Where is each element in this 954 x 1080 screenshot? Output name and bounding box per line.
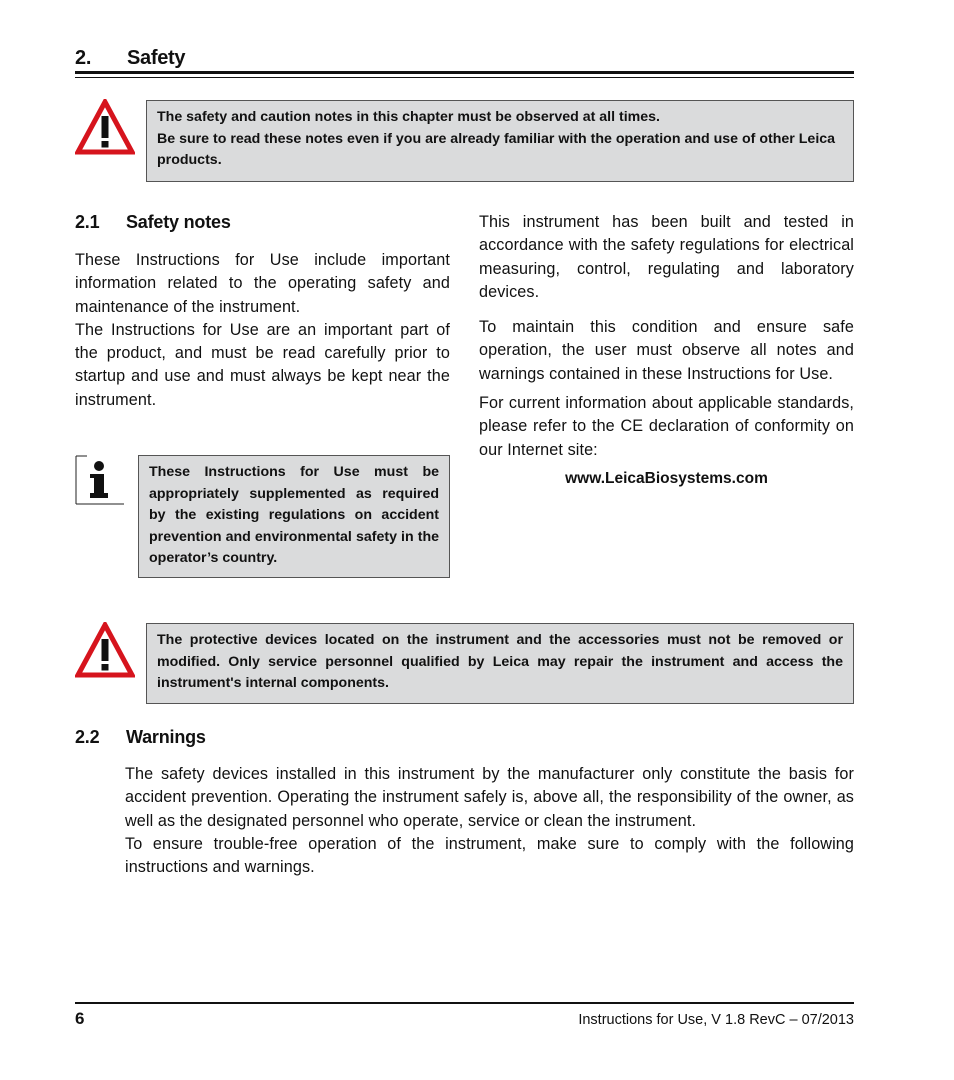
website-url: www.LeicaBiosystems.com [565, 470, 768, 487]
section-title: Safety [127, 47, 186, 69]
subsection-heading-2-2 [75, 727, 206, 748]
caution-note-top [146, 100, 854, 182]
subsection-heading-2-1 [75, 212, 231, 233]
page-number: 6 [75, 1009, 85, 1028]
paragraph: To ensure trouble-free operation of the instrument, make sure to comply with the following instructions and warnings. [125, 834, 854, 877]
caution-line-1: The safety and caution notes in this chapter must be observed at all times. [157, 109, 660, 125]
warning-triangle-icon [75, 622, 135, 678]
safety-notes-right-text [479, 211, 854, 462]
warnings-text [125, 763, 854, 879]
header-rule-thin [75, 77, 854, 78]
warning-triangle-icon [75, 99, 135, 155]
footer-rule [75, 1002, 854, 1004]
section-heading [75, 47, 185, 70]
subsection-title: Warnings [126, 727, 206, 747]
info-note: These Instructions for Use must be appropriately supplemented as required by the existing regulations on accident prevention and environmental safety in the operator’s country. [138, 455, 450, 578]
header-rule [75, 71, 854, 74]
paragraph: These Instructions for Use include important information related to the operating safety and maintenance of the instrument. [75, 251, 450, 316]
section-number: 2. [75, 47, 92, 69]
caution-note-protective-devices: The protective devices located on the instrument and the accessories must not be removed or modified. Only service personnel qualified by Leica may repair the instrument and access the instrument's internal components. [146, 623, 854, 704]
caution-line-2: Be sure to read these notes even if you are already familiar with the operation and use of other Leica products. [157, 130, 836, 168]
paragraph: For current information about applicable standards, please refer to the CE declaration of conformity on our Internet site: [479, 394, 854, 459]
info-icon [75, 455, 125, 505]
paragraph: To maintain this condition and ensure safe operation, the user must observe all notes and warnings contained in these Instructions for Use. [479, 318, 854, 383]
paragraph: The Instructions for Use are an important part of the product, and must be read carefully prior to startup and use and must always be kept near the instrument. [75, 320, 450, 409]
subsection-title: Safety notes [126, 212, 231, 232]
subsection-number: 2.2 [75, 727, 100, 747]
paragraph: The safety devices installed in this instrument by the manufacturer only constitute the basis for accident prevention. Operating the instrument safely is, above all, the responsibility of the owner, as well as the designated personnel who operate, service or clean the instrument. [125, 765, 854, 830]
document-info: Instructions for Use, V 1.8 RevC – 07/2013 [578, 1012, 854, 1028]
paragraph: This instrument has been built and tested in accordance with the safety regulations for electrical measuring, control, regulating and laboratory devices. [479, 213, 854, 301]
subsection-number: 2.1 [75, 212, 100, 232]
safety-notes-left-text [75, 249, 450, 412]
